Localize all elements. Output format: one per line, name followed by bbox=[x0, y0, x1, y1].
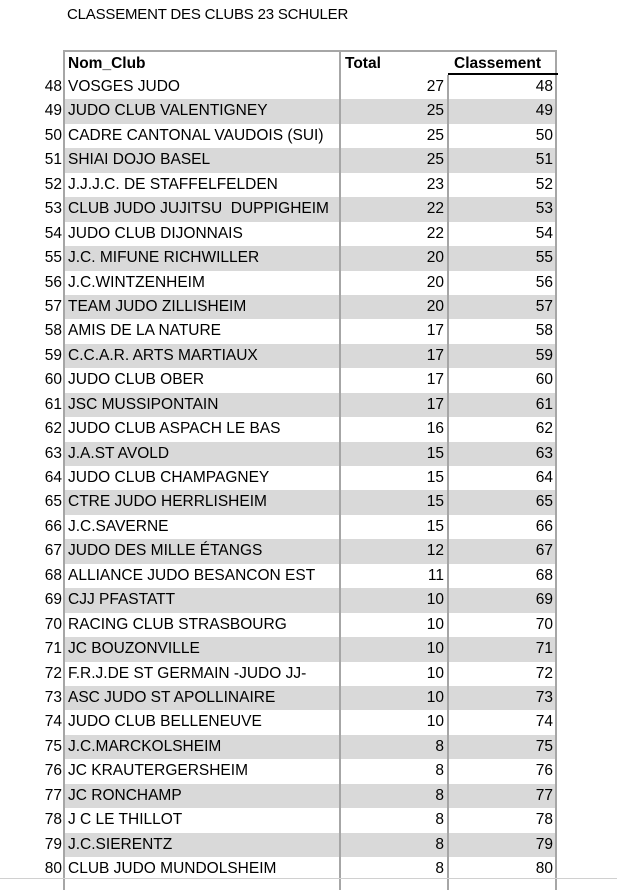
total-value: 10 bbox=[426, 591, 444, 609]
total-value: 10 bbox=[426, 664, 444, 682]
row-number: 63 bbox=[44, 444, 62, 462]
club-name: CJJ PFASTATT bbox=[68, 591, 176, 609]
row-number: 75 bbox=[44, 737, 62, 755]
row-number: 52 bbox=[44, 175, 62, 193]
club-name: J.C.MARCKOLSHEIM bbox=[68, 737, 222, 755]
row-number: 72 bbox=[44, 664, 62, 682]
classement-value: 64 bbox=[535, 469, 553, 487]
classement-value: 67 bbox=[535, 542, 553, 560]
header-nom-club: Nom_Club bbox=[68, 55, 146, 72]
club-name: CLUB JUDO JUJITSU DUPPIGHEIM bbox=[68, 200, 329, 218]
club-name: JUDO DES MILLE ÉTANGS bbox=[68, 542, 263, 560]
row-number: 67 bbox=[44, 542, 62, 560]
total-value: 20 bbox=[426, 297, 444, 315]
club-name: AMIS DE LA NATURE bbox=[68, 322, 222, 340]
club-name: JUDO CLUB ASPACH LE BAS bbox=[68, 420, 281, 438]
classement-value: 51 bbox=[535, 151, 553, 169]
classement-value: 55 bbox=[535, 249, 553, 267]
total-value: 12 bbox=[426, 542, 444, 560]
row-number: 79 bbox=[44, 835, 62, 853]
page-edge bbox=[0, 878, 617, 879]
classement-value: 70 bbox=[535, 615, 553, 633]
total-value: 10 bbox=[426, 640, 444, 658]
club-name: CLUB JUDO MUNDOLSHEIM bbox=[68, 860, 277, 878]
total-value: 11 bbox=[427, 566, 444, 584]
classement-value: 76 bbox=[535, 762, 553, 780]
club-name: JUDO CLUB OBER bbox=[68, 371, 205, 389]
total-value: 25 bbox=[426, 102, 444, 120]
page-title: CLASSEMENT DES CLUBS 23 SCHULER bbox=[67, 6, 349, 23]
total-value: 17 bbox=[426, 322, 444, 340]
classement-value: 48 bbox=[535, 78, 553, 95]
club-name: JUDO CLUB CHAMPAGNEY bbox=[68, 469, 270, 487]
row-number: 49 bbox=[44, 102, 62, 120]
classement-value: 62 bbox=[535, 420, 553, 438]
total-value: 27 bbox=[426, 78, 444, 95]
classement-value: 60 bbox=[535, 371, 553, 389]
classement-value: 72 bbox=[535, 664, 553, 682]
row-number: 76 bbox=[44, 762, 62, 780]
total-value: 10 bbox=[426, 689, 444, 706]
club-name: ALLIANCE JUDO BESANCON EST bbox=[68, 566, 316, 584]
row-number: 54 bbox=[44, 224, 62, 242]
classement-value: 75 bbox=[535, 737, 553, 755]
classement-value: 57 bbox=[535, 297, 553, 315]
club-name: JC RONCHAMP bbox=[68, 786, 182, 804]
total-value: 17 bbox=[426, 395, 444, 413]
club-name: ASC JUDO ST APOLLINAIRE bbox=[68, 689, 276, 706]
total-value: 20 bbox=[426, 249, 444, 267]
row-number: 74 bbox=[44, 713, 62, 731]
classement-value: 74 bbox=[535, 713, 553, 731]
header-underline bbox=[448, 73, 558, 75]
total-value: 10 bbox=[426, 713, 444, 731]
total-value: 25 bbox=[426, 126, 444, 144]
header-classement: Classement bbox=[454, 55, 542, 72]
row-number: 50 bbox=[44, 126, 62, 144]
total-value: 17 bbox=[426, 371, 444, 389]
row-number: 65 bbox=[44, 493, 62, 511]
total-value: 8 bbox=[435, 811, 444, 829]
classement-value: 58 bbox=[535, 322, 553, 340]
row-number: 56 bbox=[44, 273, 62, 291]
row-number: 57 bbox=[44, 297, 62, 315]
club-name: JUDO CLUB BELLENEUVE bbox=[68, 713, 262, 731]
row-number: 70 bbox=[44, 615, 62, 633]
classement-value: 66 bbox=[535, 517, 553, 535]
classement-value: 63 bbox=[535, 444, 553, 462]
total-value: 15 bbox=[426, 493, 444, 511]
column-divider bbox=[447, 75, 449, 890]
row-number: 53 bbox=[44, 200, 62, 218]
classement-value: 78 bbox=[535, 811, 553, 829]
club-name: J.C.WINTZENHEIM bbox=[68, 273, 205, 291]
club-name: C.C.A.R. ARTS MARTIAUX bbox=[68, 346, 258, 364]
club-name: JC KRAUTERGERSHEIM bbox=[68, 762, 248, 780]
club-name: JC BOUZONVILLE bbox=[68, 640, 200, 658]
row-number: 80 bbox=[44, 860, 62, 878]
classement-value: 71 bbox=[535, 640, 553, 658]
club-name: VOSGES JUDO bbox=[68, 78, 180, 95]
club-name: J C LE THILLOT bbox=[68, 811, 183, 829]
row-number: 59 bbox=[44, 346, 62, 364]
total-value: 10 bbox=[426, 615, 444, 633]
classement-value: 65 bbox=[535, 493, 553, 511]
total-value: 8 bbox=[435, 737, 444, 755]
table-border bbox=[63, 50, 557, 890]
club-name: CADRE CANTONAL VAUDOIS (SUI) bbox=[68, 126, 324, 144]
total-value: 22 bbox=[426, 200, 444, 218]
classement-value: 79 bbox=[535, 835, 553, 853]
classement-value: 59 bbox=[535, 346, 553, 364]
classement-value: 77 bbox=[535, 786, 553, 804]
row-number: 51 bbox=[44, 151, 62, 169]
classement-value: 69 bbox=[535, 591, 553, 609]
classement-value: 56 bbox=[535, 273, 553, 291]
club-name: F.R.J.DE ST GERMAIN -JUDO JJ- bbox=[68, 664, 307, 682]
total-value: 15 bbox=[426, 444, 444, 462]
row-number: 77 bbox=[44, 786, 62, 804]
classement-value: 53 bbox=[535, 200, 553, 218]
row-number: 60 bbox=[44, 371, 62, 389]
total-value: 8 bbox=[435, 860, 444, 878]
club-name: SHIAI DOJO BASEL bbox=[68, 151, 211, 169]
club-name: RACING CLUB STRASBOURG bbox=[68, 615, 287, 633]
total-value: 16 bbox=[426, 420, 444, 438]
total-value: 15 bbox=[426, 469, 444, 487]
club-name: TEAM JUDO ZILLISHEIM bbox=[68, 297, 247, 315]
header-total: Total bbox=[345, 55, 381, 72]
total-value: 20 bbox=[426, 273, 444, 291]
row-number: 73 bbox=[44, 689, 62, 706]
row-number: 48 bbox=[44, 78, 62, 95]
club-name: J.J.J.C. DE STAFFELFELDEN bbox=[68, 175, 278, 193]
total-value: 22 bbox=[426, 224, 444, 242]
classement-value: 68 bbox=[535, 566, 553, 584]
total-value: 23 bbox=[426, 175, 444, 193]
club-name: J.C.SAVERNE bbox=[68, 517, 169, 535]
classement-value: 73 bbox=[535, 689, 553, 706]
club-name: JUDO CLUB DIJONNAIS bbox=[68, 224, 243, 242]
classement-value: 80 bbox=[535, 860, 553, 878]
row-number: 58 bbox=[44, 322, 62, 340]
classement-value: 52 bbox=[535, 175, 553, 193]
total-value: 8 bbox=[435, 835, 444, 853]
row-number: 78 bbox=[44, 811, 62, 829]
row-number: 71 bbox=[44, 640, 62, 658]
row-number: 66 bbox=[44, 517, 62, 535]
club-name: J.C. MIFUNE RICHWILLER bbox=[68, 249, 260, 267]
total-value: 8 bbox=[435, 762, 444, 780]
row-number: 55 bbox=[44, 249, 62, 267]
total-value: 17 bbox=[426, 346, 444, 364]
row-number: 62 bbox=[44, 420, 62, 438]
club-name: J.C.SIERENTZ bbox=[68, 835, 173, 853]
row-number: 64 bbox=[44, 469, 62, 487]
column-divider bbox=[339, 50, 341, 890]
club-name: JSC MUSSIPONTAIN bbox=[68, 395, 219, 413]
club-name: CTRE JUDO HERRLISHEIM bbox=[68, 493, 267, 511]
total-value: 8 bbox=[435, 786, 444, 804]
row-number: 68 bbox=[44, 566, 62, 584]
total-value: 25 bbox=[426, 151, 444, 169]
club-name: J.A.ST AVOLD bbox=[68, 444, 170, 462]
classement-value: 49 bbox=[535, 102, 553, 120]
club-name: JUDO CLUB VALENTIGNEY bbox=[68, 102, 268, 120]
classement-value: 54 bbox=[535, 224, 553, 242]
classement-value: 61 bbox=[535, 395, 553, 413]
row-number: 61 bbox=[44, 395, 62, 413]
row-number: 69 bbox=[44, 591, 62, 609]
total-value: 15 bbox=[426, 517, 444, 535]
classement-value: 50 bbox=[535, 126, 553, 144]
